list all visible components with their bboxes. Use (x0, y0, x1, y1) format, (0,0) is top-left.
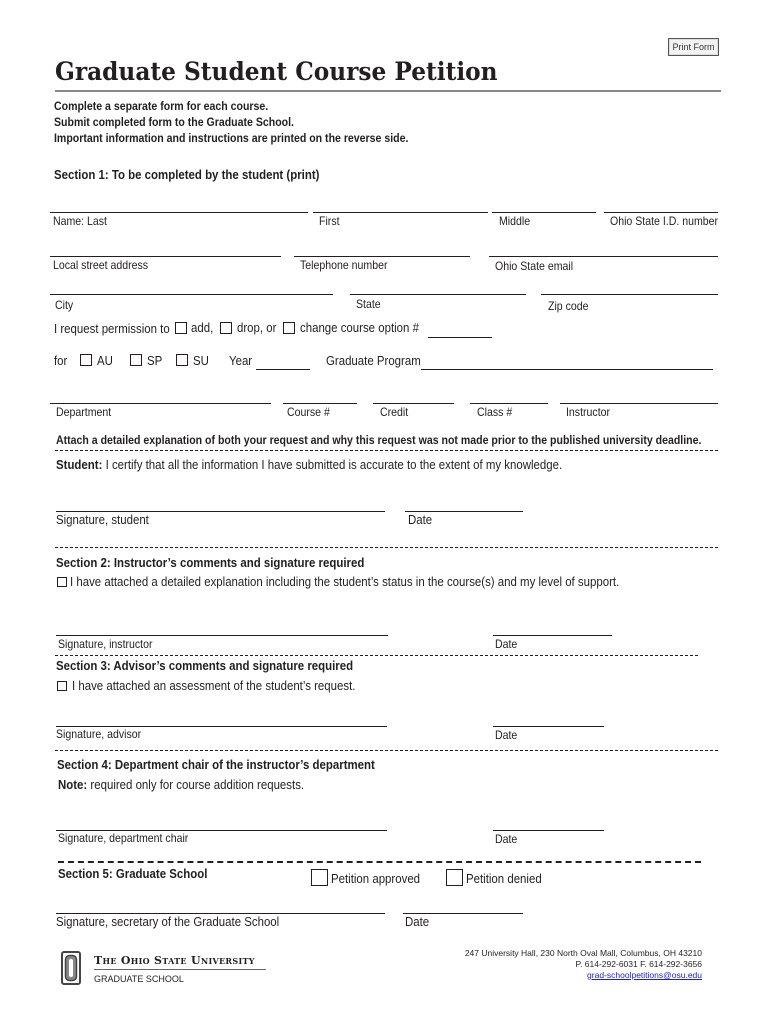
credit-label: Credit (380, 405, 409, 419)
zip-field[interactable] (541, 294, 718, 295)
department-field[interactable] (50, 403, 271, 404)
graduate-school-name: GRADUATE SCHOOL (94, 974, 184, 984)
instructor-attach-label: I have attached a detailed explanation including the student’s status in the course(s) and my level of support. (70, 574, 620, 589)
student-signature-label: Signature, student (56, 512, 149, 527)
add-label: add, (191, 320, 214, 335)
petition-denied-checkbox[interactable] (446, 869, 463, 886)
footer-phone-fax: P. 614-292-6031 F. 614-292-3656 (575, 959, 702, 969)
section3-heading: Section 3: Advisor’s comments and signature required (56, 658, 354, 673)
year-label: Year (229, 353, 253, 368)
footer-email[interactable] (587, 970, 702, 981)
email-label: Ohio State email (495, 259, 574, 273)
secretary-signature-label: Signature, secretary of the Graduate School (56, 914, 280, 929)
state-field[interactable] (350, 294, 526, 295)
request-label: I request permission to (54, 321, 170, 336)
footer-divider (94, 969, 266, 970)
divider (55, 750, 718, 751)
telephone-label: Telephone number (300, 258, 388, 272)
note-label: Note: (58, 777, 88, 792)
change-option-label: change course option # (300, 320, 419, 335)
middle-name-field[interactable] (492, 212, 596, 213)
email-field[interactable] (489, 256, 718, 257)
student-certification (56, 458, 562, 472)
class-number-field[interactable] (470, 403, 548, 404)
petition-approved-label: Petition approved (331, 871, 421, 886)
intro-line-3: Important information and instructions are printed on the reverse side. (54, 131, 409, 145)
instructor-date-label: Date (495, 637, 518, 651)
instructor-date-field[interactable] (493, 635, 612, 636)
section2-heading: Section 2: Instructor’s comments and signature required (56, 555, 365, 570)
department-label: Department (56, 405, 112, 419)
instructor-field[interactable] (560, 403, 718, 404)
secretary-date-label: Date (405, 914, 430, 929)
divider (55, 655, 698, 656)
section1-heading: Section 1: To be completed by the student (print) (54, 167, 320, 182)
su-checkbox[interactable] (176, 354, 188, 366)
au-checkbox[interactable] (80, 354, 92, 366)
advisor-attach-checkbox[interactable] (57, 681, 67, 691)
middle-name-label: Middle (499, 214, 531, 228)
footer-address: 247 University Hall, 230 North Oval Mall, Columbus, OH 43210 (464, 948, 702, 958)
au-label: AU (97, 353, 113, 368)
street-address-field[interactable] (50, 256, 281, 257)
title-divider (55, 90, 721, 92)
student-cert-label: Student: (56, 457, 103, 472)
advisor-date-field[interactable] (493, 726, 604, 727)
divider (58, 861, 701, 863)
section4-note (58, 778, 304, 792)
instructor-signature-label: Signature, instructor (58, 637, 153, 651)
intro-line-2: Submit completed form to the Graduate School. (54, 115, 294, 129)
class-number-label: Class # (477, 405, 513, 419)
drop-checkbox[interactable] (220, 322, 232, 334)
course-option-field[interactable] (428, 337, 492, 338)
credit-field[interactable] (373, 403, 454, 404)
first-name-label: First (319, 214, 340, 228)
instructor-attach-checkbox[interactable] (57, 577, 67, 587)
city-label: City (55, 298, 74, 312)
course-number-field[interactable] (283, 403, 357, 404)
id-number-label: Ohio State I.D. number (610, 214, 719, 228)
drop-label: drop, or (237, 320, 277, 335)
petition-approved-checkbox[interactable] (311, 869, 328, 886)
id-number-field[interactable] (604, 212, 718, 213)
page-title: Graduate Student Course Petition (55, 57, 498, 86)
city-field[interactable] (50, 294, 333, 295)
zip-label: Zip code (548, 299, 589, 313)
su-label: SU (193, 353, 209, 368)
print-form-button[interactable]: Print Form (668, 38, 719, 56)
graduate-program-field[interactable] (421, 369, 713, 370)
osu-block-o-logo (61, 951, 81, 985)
last-name-field[interactable] (50, 212, 308, 213)
student-cert-text: I certify that all the information I have submitted is accurate to the extent of my knowledge. (105, 457, 563, 472)
attach-note: Attach a detailed explanation of both your request and why this request was not made prior to the published university deadline. (56, 433, 702, 447)
change-option-checkbox[interactable] (283, 322, 295, 334)
sp-checkbox[interactable] (130, 354, 142, 366)
telephone-field[interactable] (294, 256, 470, 257)
street-address-label: Local street address (53, 258, 149, 272)
divider (55, 450, 718, 451)
last-name-label: Name: Last (53, 214, 107, 228)
course-number-label: Course # (287, 405, 330, 419)
chair-date-label: Date (495, 832, 518, 846)
chair-date-field[interactable] (493, 830, 604, 831)
add-checkbox[interactable] (175, 322, 187, 334)
divider (55, 547, 718, 548)
intro-line-1: Complete a separate form for each course. (54, 99, 269, 113)
year-field[interactable] (256, 369, 310, 370)
instructor-signature-field[interactable] (56, 635, 388, 636)
graduate-program-label: Graduate Program (326, 353, 421, 368)
university-name: The Ohio State University (94, 954, 255, 967)
section4-heading: Section 4: Department chair of the instructor’s department (57, 757, 375, 772)
student-date-label: Date (408, 512, 433, 527)
for-label: for (54, 353, 68, 368)
state-label: State (356, 297, 381, 311)
note-text: required only for course addition requests. (90, 777, 305, 792)
first-name-field[interactable] (313, 212, 488, 213)
sp-label: SP (147, 353, 163, 368)
advisor-signature-label: Signature, advisor (56, 727, 142, 741)
chair-signature-label: Signature, department chair (58, 831, 189, 845)
advisor-date-label: Date (495, 728, 518, 742)
section5-heading: Section 5: Graduate School (58, 866, 208, 881)
email-link[interactable]: grad-schoolpetitions@osu.edu (587, 970, 702, 980)
instructor-label: Instructor (566, 405, 611, 419)
advisor-attach-label: I have attached an assessment of the student’s request. (72, 678, 356, 693)
petition-denied-label: Petition denied (466, 871, 542, 886)
